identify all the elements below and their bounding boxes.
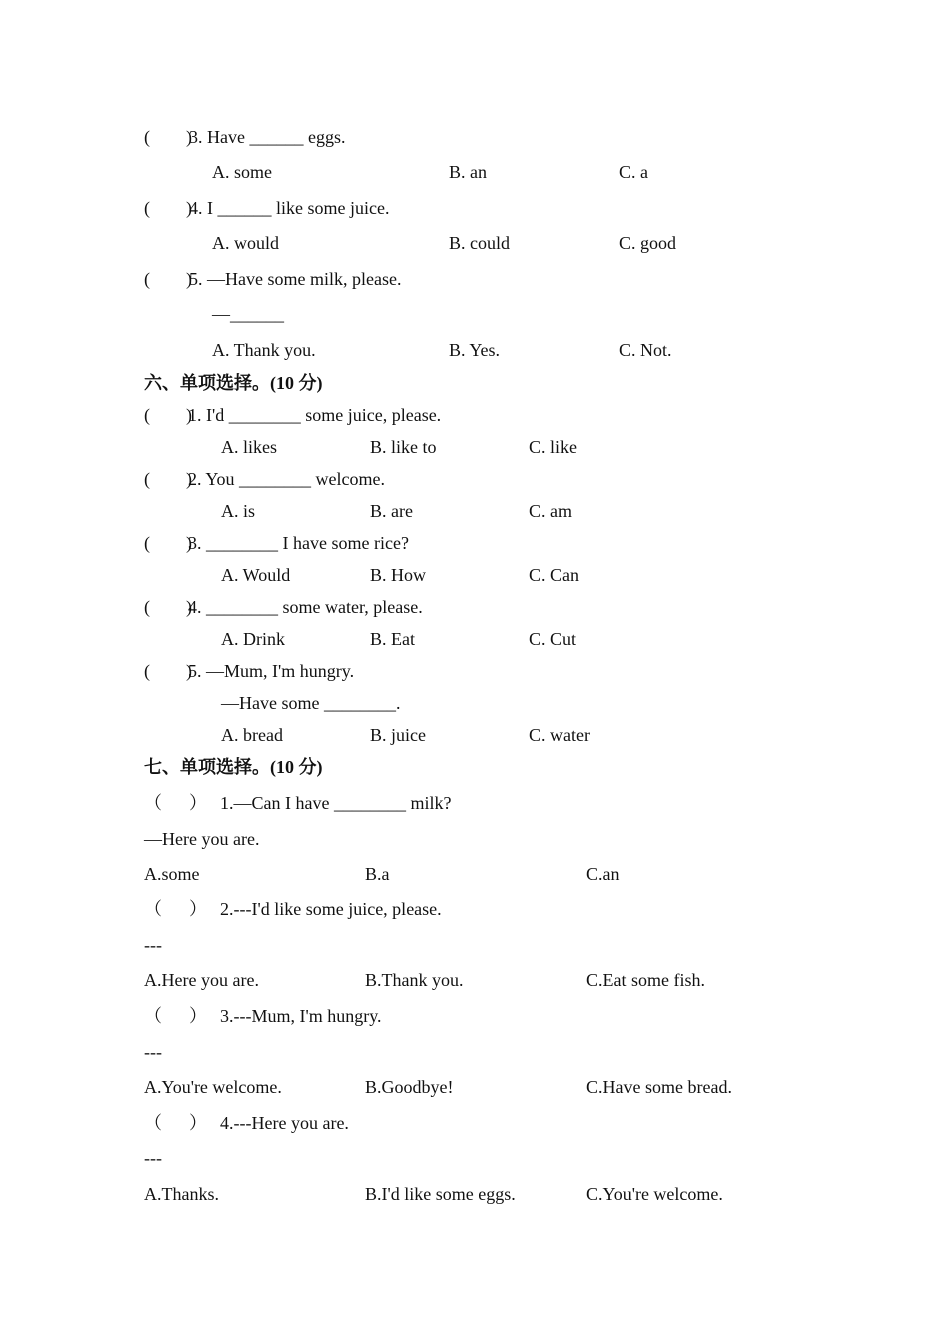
- option-a: A. bread: [221, 725, 283, 745]
- question-stem: 1.—Can I have ________ milk?: [220, 793, 452, 813]
- option-c: C. Not.: [619, 340, 672, 360]
- answer-blank[interactable]: ( ): [144, 661, 192, 681]
- reply-line: —______: [212, 304, 284, 324]
- option-b: B. juice: [370, 725, 426, 745]
- option-b: B. Yes.: [449, 340, 501, 360]
- question-stem: 4. ________ some water, please.: [188, 597, 423, 617]
- option-c: C. like: [529, 437, 577, 457]
- option-b: B. an: [449, 162, 487, 182]
- option-c: C.Eat some fish.: [586, 970, 705, 990]
- option-a: A. Drink: [221, 629, 285, 649]
- option-c: C. a: [619, 162, 648, 182]
- reply-line: —Here you are.: [144, 829, 260, 849]
- reply-line: ---: [144, 1042, 162, 1062]
- option-c: C.Have some bread.: [586, 1077, 732, 1097]
- reply-line: ---: [144, 1148, 162, 1168]
- option-b: B. Eat: [370, 629, 415, 649]
- answer-blank[interactable]: （ ）: [144, 1006, 207, 1026]
- option-b: B. could: [449, 233, 510, 253]
- question-stem: 4.---Here you are.: [220, 1113, 349, 1133]
- question-stem: 4. I ______ like some juice.: [189, 198, 390, 218]
- option-a: A. Thank you.: [212, 340, 316, 360]
- option-a: A. is: [221, 501, 256, 521]
- answer-blank[interactable]: ( ): [144, 198, 192, 218]
- question-stem: 3.---Mum, I'm hungry.: [220, 1006, 382, 1026]
- option-b: B. like to: [370, 437, 437, 457]
- option-c: C. Can: [529, 565, 580, 585]
- reply-line: ---: [144, 935, 162, 955]
- option-a: A. some: [212, 162, 272, 182]
- option-c: C. water: [529, 725, 590, 745]
- option-b: B.a: [365, 864, 390, 884]
- option-a: A.Here you are.: [144, 970, 259, 990]
- question-stem: 3. ________ I have some rice?: [188, 533, 409, 553]
- option-c: C. am: [529, 501, 572, 521]
- option-b: B. How: [370, 565, 427, 585]
- option-a: A. Would: [221, 565, 291, 585]
- answer-blank[interactable]: （ ）: [144, 899, 207, 919]
- option-a: A. would: [212, 233, 279, 253]
- answer-blank[interactable]: ( ): [144, 533, 192, 553]
- question-stem: 2. You ________ welcome.: [188, 469, 385, 489]
- answer-blank[interactable]: ( ): [144, 269, 192, 289]
- option-a: A.some: [144, 864, 200, 884]
- option-b: B.Goodbye!: [365, 1077, 454, 1097]
- option-a: A. likes: [221, 437, 277, 457]
- option-c: C.You're welcome.: [586, 1184, 723, 1204]
- question-stem: 2.---I'd like some juice, please.: [220, 899, 442, 919]
- answer-blank[interactable]: ( ): [144, 469, 192, 489]
- question-stem: 5. —Mum, I'm hungry.: [188, 661, 355, 681]
- option-a: A.Thanks.: [144, 1184, 219, 1204]
- answer-blank[interactable]: ( ): [144, 597, 192, 617]
- answer-blank[interactable]: （ ）: [144, 1113, 207, 1133]
- answer-blank[interactable]: ( ): [144, 127, 192, 147]
- option-c: C. good: [619, 233, 677, 253]
- option-b: B.Thank you.: [365, 970, 464, 990]
- section-6-heading: 六、单项选择。(10 分): [144, 373, 323, 393]
- question-stem: 1. I'd ________ some juice, please.: [188, 405, 442, 425]
- option-a: A.You're welcome.: [144, 1077, 282, 1097]
- option-b: B.I'd like some eggs.: [365, 1184, 516, 1204]
- answer-blank[interactable]: ( ): [144, 405, 192, 425]
- answer-blank[interactable]: （ ）: [144, 793, 207, 813]
- reply-line: —Have some ________.: [221, 693, 401, 713]
- option-c: C.an: [586, 864, 620, 884]
- question-stem: 5. —Have some milk, please.: [189, 269, 402, 289]
- section-7-heading: 七、单项选择。(10 分): [144, 757, 323, 777]
- option-c: C. Cut: [529, 629, 577, 649]
- option-b: B. are: [370, 501, 413, 521]
- question-stem: 3. Have ______ eggs.: [189, 127, 346, 147]
